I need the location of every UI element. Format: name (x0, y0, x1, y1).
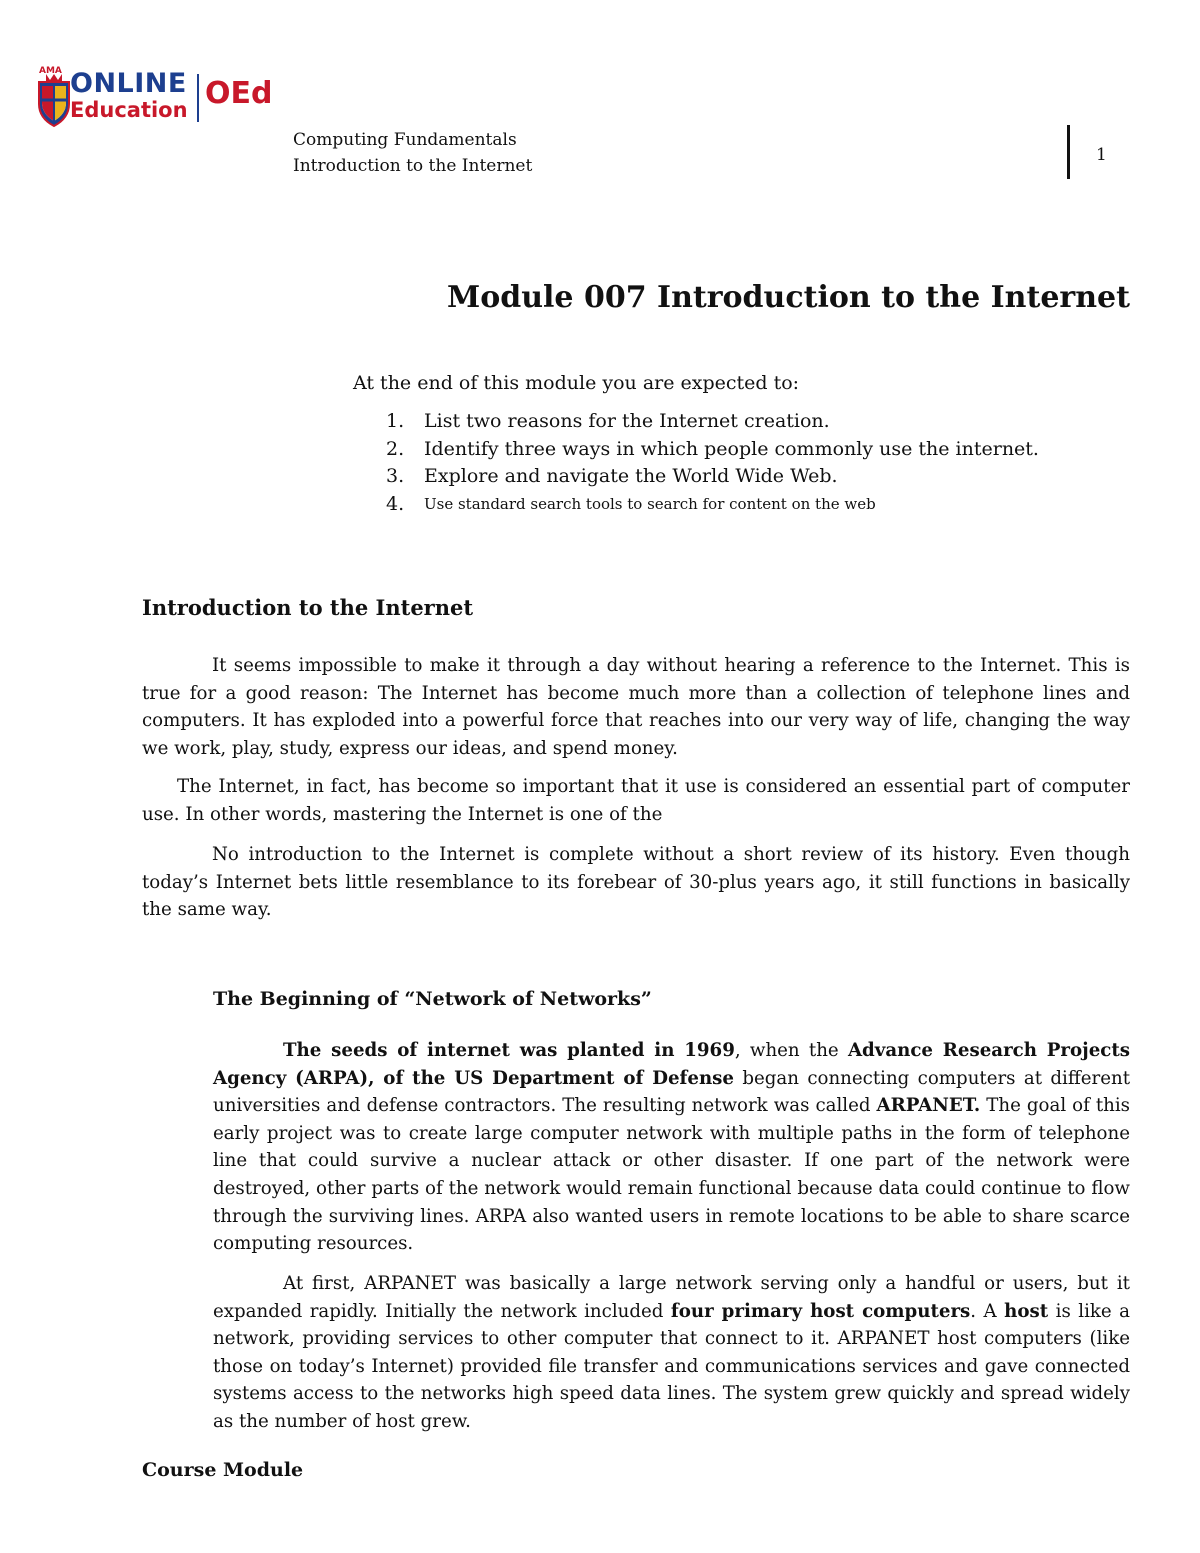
body-text: The goal of this early project was to create large computer network with multiple paths in the form of telephone line that could survive a nuclear attack or other disaster. If one part of the network were destroyed, other parts of the network would remain functional because data could continue to flow through the surviving lines. ARPA also wanted users in remote locations to be able to share scarce computing resources. (213, 1095, 1131, 1255)
bold-text: ARPANET. (876, 1095, 981, 1117)
subsection-heading: The Beginning of “Network of Networks” (213, 988, 652, 1010)
body-text: is like a network, providing services to other computer that connect to it. ARPANET host computers (like those on today’s Internet) provided file transfer and communications services and gave connected systems access to the networks high speed data lines. The system grew quickly and spread widely as the number of host grew. (213, 1300, 1130, 1432)
objective-text: Identify three ways in which people commonly use the internet. (424, 437, 1039, 460)
logo-education-word: Education (70, 98, 188, 122)
body-text: At first, ARPANET was basically a large network serving only a handful or users, but it expanded rapidly. Initially the network included (213, 1273, 1130, 1322)
logo-oed: OEd (205, 76, 273, 111)
intro-paragraph-2: The Internet, in fact, has become so important that it use is considered an essential part of computer use. In other words, mastering the Internet is one of the (142, 776, 1130, 825)
objective-item (386, 408, 1039, 436)
objective-item (386, 463, 1039, 491)
objectives-list (386, 408, 1039, 518)
crest-text: AMA (39, 66, 62, 76)
bold-text: The seeds of internet was planted in 1969 (283, 1040, 735, 1061)
objective-number: 4. (386, 492, 405, 515)
history-paragraph-1 (213, 1037, 1130, 1258)
objective-number: 1. (386, 410, 405, 432)
objective-text: Use standard search tools to search for content on the web (424, 494, 876, 513)
section-heading: Introduction to the Internet (142, 595, 474, 620)
intro-paragraph-3: No introduction to the Internet is complete without a short review of its history. Even though today’s Internet bets little resemblance to its forebear of 30-plus years ago, it still functions in basically the same way. (142, 844, 1130, 921)
header-divider (1067, 125, 1070, 179)
bold-text: host (1004, 1300, 1049, 1322)
bold-text: four primary host computers (670, 1300, 971, 1322)
crest-icon (36, 70, 72, 128)
footer-label: Course Module (142, 1459, 304, 1481)
body-text: began connecting computers at different universities and defense contractors. The resulting network was called (213, 1067, 1130, 1117)
objective-text: Explore and navigate the World Wide Web. (424, 465, 838, 487)
objectives-intro: At the end of this module you are expected to: (353, 372, 800, 394)
header-module: Introduction to the Internet (293, 156, 533, 176)
objective-number: 2. (386, 437, 405, 460)
body-text: , when the (734, 1040, 848, 1061)
history-paragraph-2 (213, 1270, 1130, 1436)
intro-paragraph-1: It seems impossible to make it through a day without hearing a reference to the Internet. This is true for a good reason: The Internet has become much more than a collection of telephone lines and computers. It has exploded into a powerful force that reaches into our very way of life, changing the way we work, play, study, express our ideas, and spend money. (142, 655, 1130, 759)
objective-text: List two reasons for the Internet creation. (424, 410, 830, 432)
header-course: Computing Fundamentals (293, 130, 517, 150)
objective-number: 3. (386, 465, 405, 487)
module-title: Module 007 Introduction to the Internet (447, 280, 1130, 315)
body-text: . A (970, 1300, 1005, 1322)
bold-text: Advance Research Projects Agency (ARPA), of the US Department of Defense (213, 1040, 1131, 1089)
page-number: 1 (1096, 145, 1107, 165)
objective-item (386, 491, 1039, 519)
logo-divider (197, 74, 199, 122)
logo-online-word: ONLINE (70, 68, 187, 99)
objective-item (386, 436, 1039, 464)
